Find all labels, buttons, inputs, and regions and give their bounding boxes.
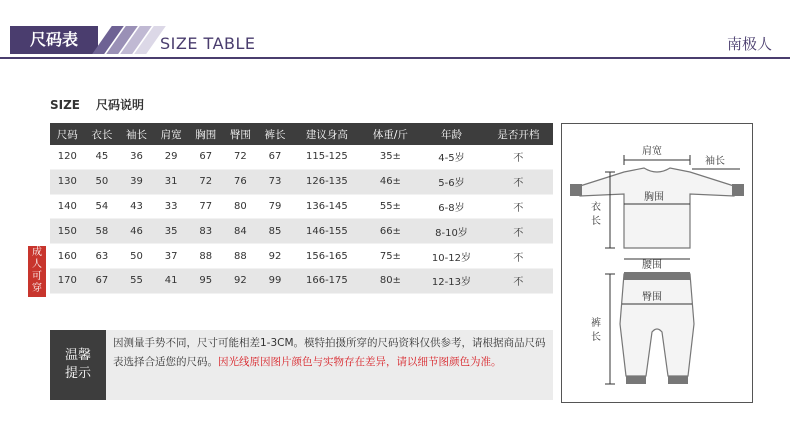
table-cell: 46± xyxy=(362,169,420,194)
size-table xyxy=(50,123,553,294)
table-cell: 160 xyxy=(50,244,85,269)
table-cell: 不 xyxy=(484,169,553,194)
shirt-outline xyxy=(580,168,734,248)
body-length-label-1: 衣 xyxy=(591,202,601,213)
table-cell: 35± xyxy=(362,145,420,169)
table-cell: 72 xyxy=(188,169,223,194)
table-cell: 156-165 xyxy=(292,244,361,269)
table-row xyxy=(50,268,553,293)
left-pant-cuff xyxy=(626,376,646,384)
col-header: 胸围 xyxy=(188,123,223,145)
section-label-en: SIZE xyxy=(50,98,81,112)
table-cell: 166-175 xyxy=(292,268,361,293)
chest-label: 胸围 xyxy=(644,192,664,203)
table-cell: 33 xyxy=(154,194,189,219)
table-cell: 72 xyxy=(223,145,258,169)
table-cell: 39 xyxy=(119,169,154,194)
table-cell: 88 xyxy=(188,244,223,269)
table-cell: 67 xyxy=(258,145,293,169)
col-header: 年龄 xyxy=(419,123,483,145)
size-table-heading: SIZE TABLE xyxy=(160,34,256,53)
table-cell: 150 xyxy=(50,219,85,244)
table-cell: 66± xyxy=(362,219,420,244)
left-cuff xyxy=(570,184,582,196)
table-cell: 50 xyxy=(85,169,120,194)
shoulder-label: 肩宽 xyxy=(642,146,662,157)
table-cell: 50 xyxy=(119,244,154,269)
pants-length-label-2: 长 xyxy=(591,332,601,343)
table-row xyxy=(50,145,553,169)
table-cell: 84 xyxy=(223,219,258,244)
garment-illustration xyxy=(562,124,752,402)
table-cell: 6-8岁 xyxy=(419,194,483,219)
table-cell: 83 xyxy=(188,219,223,244)
table-cell: 170 xyxy=(50,268,85,293)
col-header: 衣长 xyxy=(85,123,120,145)
table-cell: 92 xyxy=(258,244,293,269)
header-rule xyxy=(0,57,790,59)
table-cell: 8-10岁 xyxy=(419,219,483,244)
table-cell: 5-6岁 xyxy=(419,169,483,194)
table-cell: 130 xyxy=(50,169,85,194)
header-bar xyxy=(0,20,790,60)
section-label-cn: 尺码说明 xyxy=(96,98,145,112)
table-cell: 80 xyxy=(223,194,258,219)
table-cell: 46 xyxy=(119,219,154,244)
pants-outline xyxy=(620,274,694,376)
table-cell: 37 xyxy=(154,244,189,269)
hip-label: 臀围 xyxy=(642,292,662,303)
table-cell: 29 xyxy=(154,145,189,169)
table-cell: 4-5岁 xyxy=(419,145,483,169)
col-header: 裤长 xyxy=(258,123,293,145)
table-cell: 45 xyxy=(85,145,120,169)
table-cell: 54 xyxy=(85,194,120,219)
table-row xyxy=(50,244,553,269)
table-cell: 不 xyxy=(484,268,553,293)
table-cell: 63 xyxy=(85,244,120,269)
table-cell: 88 xyxy=(223,244,258,269)
table-cell: 55 xyxy=(119,268,154,293)
table-row xyxy=(50,219,553,244)
table-cell: 126-135 xyxy=(292,169,361,194)
tip-box xyxy=(50,330,553,400)
table-cell: 80± xyxy=(362,268,420,293)
section-title xyxy=(50,96,144,113)
table-cell: 41 xyxy=(154,268,189,293)
table-cell: 不 xyxy=(484,244,553,269)
tip-text-normal: 因测量手势不同，尺寸可能相差1-3CM。模特拍摄所穿的尺码资料仅供参考，请根据商品尺码表选择合适您的尺码。 xyxy=(113,337,546,368)
sleeve-label: 袖长 xyxy=(705,156,725,167)
table-cell: 92 xyxy=(223,268,258,293)
tip-label-text: 温馨提示 xyxy=(64,348,91,381)
col-header: 臀围 xyxy=(223,123,258,145)
page-title: 尺码表 xyxy=(10,26,98,54)
table-row xyxy=(50,194,553,219)
right-pant-cuff xyxy=(668,376,688,384)
table-cell: 31 xyxy=(154,169,189,194)
table-cell: 140 xyxy=(50,194,85,219)
tip-text xyxy=(113,334,549,372)
table-cell: 67 xyxy=(188,145,223,169)
table-cell: 35 xyxy=(154,219,189,244)
adult-wearable-badge: 成人可穿 xyxy=(28,246,46,297)
decorative-stripes xyxy=(98,26,158,54)
tip-label xyxy=(50,330,106,400)
table-cell: 75± xyxy=(362,244,420,269)
table-cell: 73 xyxy=(258,169,293,194)
tip-text-warning: 因光线原因图片颜色与实物存在差异，请以细节图颜色为准。 xyxy=(218,356,502,368)
brand-name: 南极人 xyxy=(726,35,772,53)
table-cell: 不 xyxy=(484,194,553,219)
table-cell: 85 xyxy=(258,219,293,244)
pants-waistband xyxy=(624,272,690,280)
body-length-label-2: 长 xyxy=(591,216,601,227)
table-cell: 79 xyxy=(258,194,293,219)
measurement-diagram xyxy=(561,123,753,403)
col-header: 肩宽 xyxy=(154,123,189,145)
table-cell: 115-125 xyxy=(292,145,361,169)
table-cell: 55± xyxy=(362,194,420,219)
table-cell: 不 xyxy=(484,145,553,169)
table-cell: 146-155 xyxy=(292,219,361,244)
table-cell: 95 xyxy=(188,268,223,293)
col-header: 袖长 xyxy=(119,123,154,145)
table-cell: 99 xyxy=(258,268,293,293)
table-cell: 77 xyxy=(188,194,223,219)
col-header: 尺码 xyxy=(50,123,85,145)
table-cell: 136-145 xyxy=(292,194,361,219)
table-cell: 67 xyxy=(85,268,120,293)
table-cell: 10-12岁 xyxy=(419,244,483,269)
pants-length-label-1: 裤 xyxy=(591,318,601,329)
table-cell: 76 xyxy=(223,169,258,194)
table-cell: 58 xyxy=(85,219,120,244)
table-cell: 36 xyxy=(119,145,154,169)
table-cell: 12-13岁 xyxy=(419,268,483,293)
table-row xyxy=(50,169,553,194)
right-cuff xyxy=(732,184,744,196)
table-cell: 不 xyxy=(484,219,553,244)
col-header: 体重/斤 xyxy=(362,123,420,145)
table-cell: 43 xyxy=(119,194,154,219)
col-header: 是否开档 xyxy=(484,123,553,145)
table-cell: 120 xyxy=(50,145,85,169)
waist-label: 腰围 xyxy=(642,260,662,271)
table-header-row xyxy=(50,123,553,145)
col-header: 建议身高 xyxy=(292,123,361,145)
